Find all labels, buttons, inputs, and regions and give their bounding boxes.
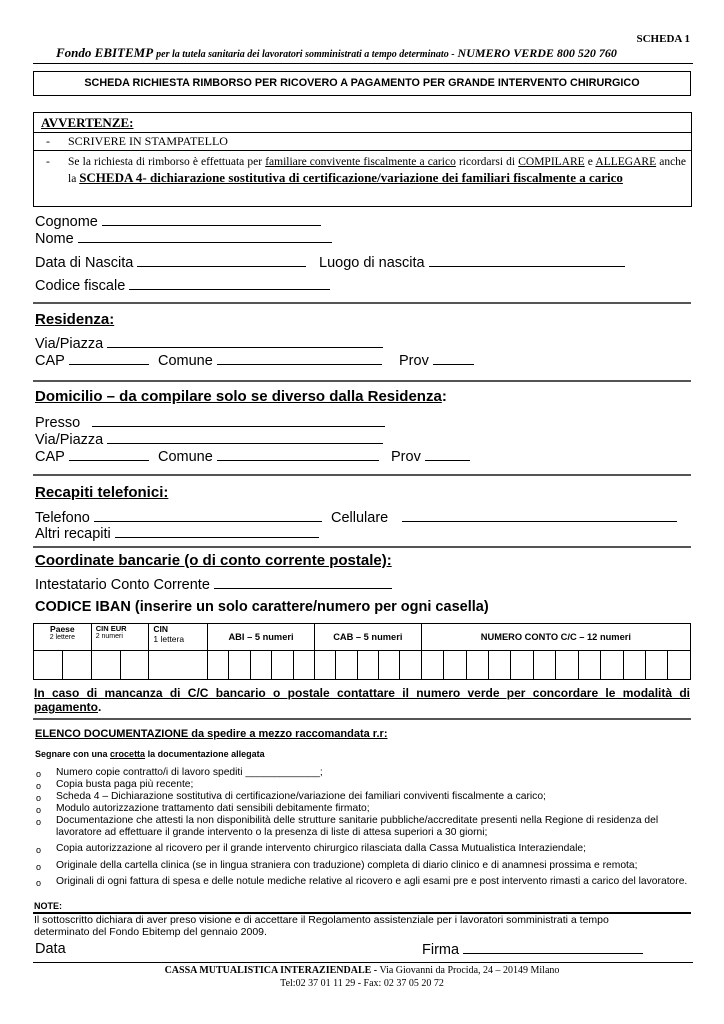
data-field[interactable]: Data: [35, 941, 66, 957]
iban-cell[interactable]: [623, 651, 645, 680]
avvertenze-item-1: - SCRIVERE IN STAMPATELLO: [46, 134, 228, 148]
iban-cell[interactable]: [668, 651, 691, 680]
avvertenze-divider-2: [34, 150, 691, 151]
avvertenze-divider: [34, 132, 691, 133]
recapiti-heading: Recapiti telefonici:: [35, 484, 169, 501]
iban-cell[interactable]: [149, 651, 208, 680]
cellulare-field[interactable]: Cellulare: [331, 509, 677, 526]
iban-cell[interactable]: [357, 651, 378, 680]
documentazione-heading: ELENCO DOCUMENTAZIONE da spedire a mezzo raccomandata r.r:: [35, 728, 388, 740]
intestatario-field[interactable]: Intestatario Conto Corrente: [35, 576, 392, 593]
scheda-number: SCHEDA 1: [636, 33, 690, 45]
telefono-field[interactable]: Telefono: [35, 509, 322, 526]
avvertenze-heading: AVVERTENZE:: [41, 115, 134, 130]
iban-cell[interactable]: [556, 651, 578, 680]
iban-col-paese: Paese 2 lettere: [34, 624, 92, 651]
bancarie-heading: Coordinate bancarie (o di conto corrente postale):: [35, 552, 392, 569]
section-divider: [33, 546, 691, 548]
iban-cell[interactable]: [511, 651, 533, 680]
residenza-prov-field[interactable]: Prov: [399, 352, 474, 369]
iban-cell[interactable]: [601, 651, 623, 680]
note-label: NOTE:: [34, 901, 62, 911]
iban-cell[interactable]: [314, 651, 335, 680]
checkbox-icon[interactable]: o: [36, 845, 42, 855]
iban-col-cin-eur: CIN EUR 2 numeri: [91, 624, 149, 651]
footer-rule: [33, 962, 693, 963]
iban-col-cab: CAB – 5 numeri: [314, 624, 421, 651]
numero-verde: NUMERO VERDE 800 520 760: [457, 46, 617, 60]
iban-cell[interactable]: [578, 651, 600, 680]
iban-cell[interactable]: [444, 651, 466, 680]
iban-cell[interactable]: [250, 651, 271, 680]
checkbox-icon[interactable]: o: [36, 793, 42, 803]
footer-contacts: Tel:02 37 01 11 29 - Fax: 02 37 05 20 72: [280, 978, 444, 989]
luogo-nascita-field[interactable]: Luogo di nascita: [319, 254, 625, 271]
data-nascita-field[interactable]: Data di Nascita: [35, 254, 306, 271]
iban-cell[interactable]: [336, 651, 357, 680]
iban-col-abi: ABI – 5 numeri: [208, 624, 315, 651]
checkbox-icon[interactable]: o: [36, 878, 42, 888]
checkbox-icon[interactable]: o: [36, 817, 42, 827]
iban-col-conto: NUMERO CONTO C/C – 12 numeri: [421, 624, 690, 651]
footer-address: CASSA MUTUALISTICA INTERAZIENDALE - Via Giovanni da Procida, 24 – 20149 Milano: [164, 965, 560, 976]
header-rule: [33, 63, 693, 64]
codice-fiscale-field[interactable]: Codice fiscale: [35, 277, 330, 294]
iban-cell[interactable]: [272, 651, 293, 680]
iban-cell[interactable]: [645, 651, 667, 680]
residenza-heading: Residenza:: [35, 311, 115, 328]
domicilio-comune-field[interactable]: Comune: [158, 448, 379, 465]
domicilio-presso-field[interactable]: Presso: [35, 414, 385, 431]
fondo-name: Fondo EBITEMP: [56, 45, 154, 60]
page-header: [56, 45, 617, 61]
segnare-instruction: Segnare con una crocetta la documentazione allegata: [35, 749, 265, 759]
domicilio-via-field[interactable]: Via/Piazza: [35, 431, 383, 448]
checkbox-icon[interactable]: o: [36, 862, 42, 872]
iban-cell[interactable]: [379, 651, 400, 680]
iban-header-row: [34, 624, 691, 651]
avvertenze-box: [33, 112, 692, 207]
iban-table: [33, 623, 691, 680]
iban-cell[interactable]: [421, 651, 443, 680]
iban-cell[interactable]: [34, 651, 63, 680]
section-divider: [33, 380, 691, 382]
domicilio-heading: Domicilio – da compilare solo se diverso dalla Residenza:: [35, 388, 447, 405]
title-box: [33, 71, 691, 96]
section-divider: [33, 474, 691, 476]
residenza-via-field[interactable]: Via/Piazza: [35, 335, 383, 352]
cognome-field[interactable]: Cognome: [35, 213, 321, 230]
iban-cell[interactable]: [400, 651, 421, 680]
domicilio-prov-field[interactable]: Prov: [391, 448, 470, 465]
domicilio-cap-field[interactable]: CAP: [35, 448, 149, 465]
section-divider: [33, 718, 691, 720]
iban-cell[interactable]: [229, 651, 250, 680]
iban-cell[interactable]: [293, 651, 314, 680]
iban-cell[interactable]: [91, 651, 120, 680]
dichiarazione-text: Il sottoscritto dichiara di aver preso visione e di accettare il Regolamento assistenziale per i lavoratori somministrati a tempo determinato del Fondo Ebitemp del gennaio 2009.: [34, 914, 609, 938]
altri-recapiti-field[interactable]: Altri recapiti: [35, 525, 319, 542]
mancanza-note: In caso di mancanza di C/C bancario o postale contattare il numero verde per concordare le modalità di pagamento.: [34, 686, 690, 714]
iban-input-row: [34, 651, 691, 680]
iban-heading: CODICE IBAN (inserire un solo carattere/numero per ogni casella): [35, 599, 489, 615]
residenza-cap-field[interactable]: CAP: [35, 352, 149, 369]
iban-cell[interactable]: [62, 651, 91, 680]
checkbox-icon[interactable]: o: [36, 769, 42, 779]
iban-col-cin: CIN 1 lettera: [149, 624, 208, 651]
nome-field[interactable]: Nome: [35, 230, 332, 247]
iban-cell[interactable]: [120, 651, 149, 680]
firma-field[interactable]: Firma: [422, 941, 643, 958]
iban-cell[interactable]: [488, 651, 510, 680]
iban-cell[interactable]: [208, 651, 229, 680]
checkbox-icon[interactable]: o: [36, 805, 42, 815]
residenza-comune-field[interactable]: Comune: [158, 352, 382, 369]
page-title: SCHEDA RICHIESTA RIMBORSO PER RICOVERO A PAGAMENTO PER GRANDE INTERVENTO CHIRURGICO: [84, 77, 640, 89]
fondo-subtitle: per la tutela sanitaria dei lavoratori somministrati a tempo determinato -: [156, 49, 455, 60]
checkbox-icon[interactable]: o: [36, 781, 42, 791]
iban-cell[interactable]: [466, 651, 488, 680]
avvertenze-item-2: - Se la richiesta di rimborso è effettuata per familiare convivente fiscalmente a carico ricordarsi di COMPILARE e ALLEGARE anche la SCHEDA 4- dichiarazione sostitutiva di certificazione/variazione dei familiari fiscalmente a carico: [46, 156, 687, 185]
section-divider: [33, 302, 691, 304]
iban-cell[interactable]: [533, 651, 555, 680]
